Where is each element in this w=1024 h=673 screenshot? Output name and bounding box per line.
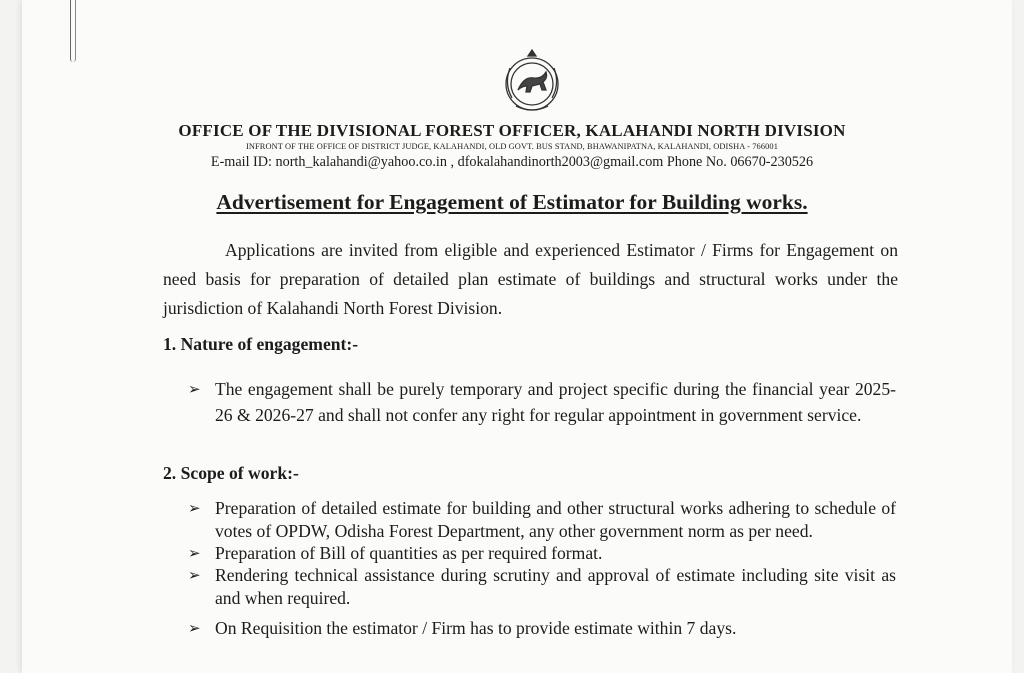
list-item-text: Preparation of detailed estimate for building and other structural works adhering to schedule of votes of OPDW, Odisha Forest Department, any other government norm as per need.: [215, 498, 896, 541]
list-item-text: On Requisition the estimator / Firm has to provide estimate within 7 days.: [215, 618, 737, 638]
scope-bullet-list: [188, 497, 896, 640]
list-item: [188, 542, 896, 565]
advertisement-title: Advertisement for Engagement of Estimator for Building works.: [216, 190, 808, 214]
staple-mark: [70, 0, 76, 62]
list-item: [188, 617, 896, 640]
section-heading-nature: 1. Nature of engagement:-: [163, 334, 359, 354]
office-address: INFRONT OF THE OFFICE OF DISTRICT JUDGE, KALAHANDI, OLD GOVT. BUS STAND, BHAWANIPATNA, KALAHANDI, ODISHA - 766001: [245, 142, 778, 151]
list-item: [188, 497, 896, 543]
office-contact: E-mail ID: north_kalahandi@yahoo.co.in , dfokalahandinorth2003@gmail.com Phone No. 06670-230526: [210, 154, 814, 170]
office-title: OFFICE OF THE DIVISIONAL FOREST OFFICER, KALAHANDI NORTH DIVISION: [178, 121, 846, 140]
list-item: [188, 564, 896, 610]
list-item-text: The engagement shall be purely temporary and project specific during the financial year 2025-26 & 2026-27 and shall not confer any right for regular appointment in government service.: [215, 379, 896, 425]
intro-paragraph: Applications are invited from eligible and experienced Estimator / Firms for Engagement on need basis for preparation of detailed plan estimate of buildings and structural works under the jurisdiction of Kalahandi North Forest Division.: [163, 240, 898, 318]
arrow-bullet-icon: ➢: [188, 380, 201, 398]
arrow-bullet-icon: ➢: [188, 566, 201, 584]
list-item-text: Preparation of Bill of quantities as per required format.: [215, 543, 603, 563]
arrow-bullet-icon: ➢: [188, 619, 201, 637]
list-item: [188, 376, 896, 428]
section-heading-scope: 2. Scope of work:-: [163, 463, 299, 483]
nature-bullet-list: [188, 376, 896, 428]
arrow-bullet-icon: ➢: [188, 544, 201, 562]
list-item-text: Rendering technical assistance during scrutiny and approval of estimate including site visit as and when required.: [215, 565, 896, 608]
odisha-emblem-icon: [496, 44, 568, 120]
arrow-bullet-icon: ➢: [188, 499, 201, 517]
